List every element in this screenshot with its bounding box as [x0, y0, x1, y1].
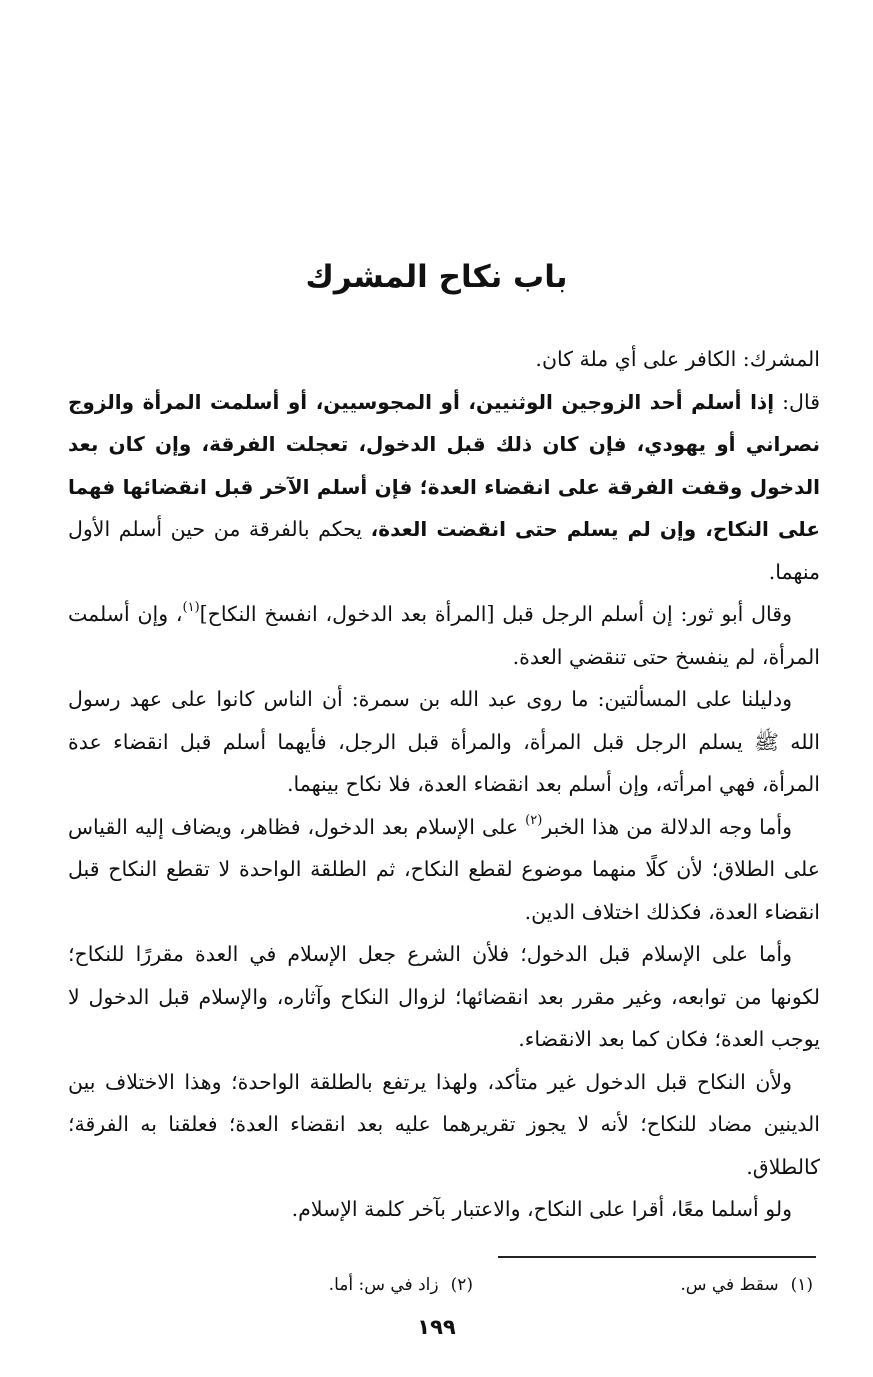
footnote-1-text: سقط في س.: [680, 1275, 779, 1295]
paragraph-2-matn-bold: إذا أسلم أحد الزوجين الوثنيين، أو المجوسيين، أو أسلمت المرأة والزوج نصراني أو يهودي، فإن كان ذلك قبل الدخول، تعجلت الفرقة، وإن كان بعد الدخول وقفت الفرقة على انقضاء العدة؛ فإن أسلم الآخر قبل انقضائها فهما على النكاح، وإن لم يسلم حتى انقضت العدة،: [68, 389, 821, 541]
paragraph-1-text: المشرك: الكافر على أي ملة كان.: [535, 347, 820, 371]
paragraph-3: [68, 593, 820, 678]
paragraph-5: [68, 806, 820, 934]
paragraph-1: [68, 338, 820, 381]
paragraph-4-text: ودليلنا على المسألتين: ما روى عبد الله بن سمرة: أن الناس كانوا على عهد رسول الله ﷺ يسلم الرجل قبل المرأة، والمرأة قبل الرجل، فأيهما أسلم قبل انقضاء عدة المرأة، فهي امرأته، وإن أسلم بعد انقضاء العدة، فلا نكاح بينهما.: [68, 687, 820, 796]
paragraph-7: [68, 1061, 820, 1189]
paragraph-8: [68, 1188, 820, 1231]
paragraph-8-text: ولو أسلما معًا، أقرا على النكاح، والاعتبار بآخر كلمة الإسلام.: [291, 1197, 792, 1221]
footnote-2-text: زاد في س: أما.: [328, 1275, 439, 1295]
main-text: [68, 338, 820, 1231]
paragraph-2-intro: قال:: [774, 389, 820, 414]
footnote-ref-1: (١): [182, 600, 200, 615]
paragraph-3-text-b: ، وإن أسلمت المرأة، لم ينفسخ حتى تنقضي العدة.: [68, 602, 820, 669]
page-number: ١٩٩: [417, 1315, 456, 1339]
paragraph-5-text-b: على الإسلام بعد الدخول، فظاهر، ويضاف إليه القياس على الطلاق؛ لأن كلًا منهما موضوع لقطع النكاح، ثم الطلقة الواحدة لا تقطع النكاح قبل انقضاء العدة، فكذلك اختلاف الدين.: [68, 814, 820, 924]
chapter-title: باب نكاح المشرك: [305, 258, 568, 295]
footnote-1: [680, 1273, 813, 1297]
footnote-divider: [498, 1256, 816, 1258]
footnote-2: [329, 1273, 473, 1297]
footnote-2-marker: (٢): [450, 1275, 473, 1295]
paragraph-6-text: وأما على الإسلام قبل الدخول؛ فلأن الشرع جعل الإسلام في العدة مقررًا للنكاح؛ لكونها من توابعه، وغير مقرر بعد انقضائها؛ لزوال النكاح وآثاره، والإسلام قبل الدخول لا يوجب العدة؛ فكان كما بعد الانقضاء.: [68, 942, 820, 1051]
paragraph-3-text-a: وقال أبو ثور: إن أسلم الرجل قبل [المرأة بعد الدخول، انفسخ النكاح]: [199, 602, 792, 626]
paragraph-6: [68, 933, 820, 1061]
paragraph-7-text: ولأن النكاح قبل الدخول غير متأكد، ولهذا يرتفع بالطلقة الواحدة؛ وهذا الاختلاف بين الدينين مضاد للنكاح؛ لأنه لا يجوز تقريرهما عليه بعد انقضاء العدة؛ فعلقنا به الفرقة؛ كالطلاق.: [68, 1069, 820, 1179]
paragraph-2-end: يحكم بالفرقة من حين أسلم الأول منهما.: [68, 517, 820, 584]
paragraph-4: [68, 678, 820, 806]
paragraph-5-text-a: وأما وجه الدلالة من هذا الخبر: [542, 814, 793, 839]
footnote-ref-2: (٢): [525, 812, 543, 828]
footnote-1-marker: (١): [790, 1275, 813, 1295]
paragraph-2: [68, 381, 820, 594]
